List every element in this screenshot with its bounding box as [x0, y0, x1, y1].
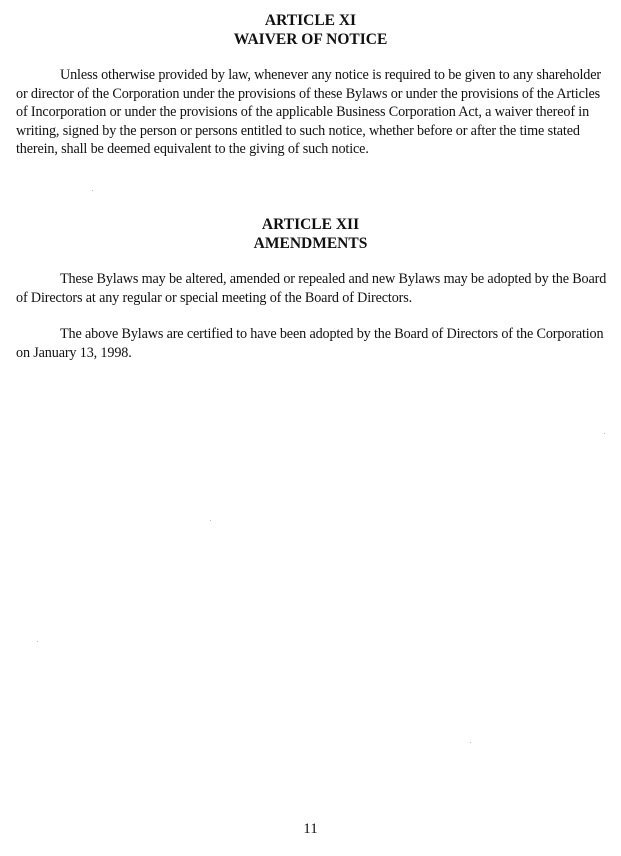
scan-speck: [210, 520, 211, 521]
article-xi-heading: [0, 11, 621, 49]
scan-speck: [92, 190, 93, 191]
article-xii-heading: [0, 215, 621, 253]
article-xi-title: WAIVER OF NOTICE: [233, 31, 388, 48]
scan-speck: [604, 433, 605, 434]
article-xi-number: ARTICLE XI: [264, 12, 357, 29]
article-xii-title: AMENDMENTS: [253, 235, 368, 252]
page-number: 11: [303, 821, 318, 837]
scan-speck: [470, 742, 471, 743]
article-xi-paragraph: Unless otherwise provided by law, whenever any notice is required to be given to any shareholder or director of the Corporation under the provisions of these Bylaws or under the provisions of the Articles of Incorporation or under the provisions of the applicable Business Corporation Act, a waiver thereof in writing, signed by the person or persons entitled to such notice, whether before or after the time stated therein, shall be deemed equivalent to the giving of such notice.: [16, 67, 601, 158]
article-xii-paragraph: These Bylaws may be altered, amended or repealed and new Bylaws may be adopted by the Board of Directors at any regular or special meeting of the Board of Directors.: [16, 271, 607, 306]
article-xii-number: ARTICLE XII: [261, 216, 360, 233]
certification-paragraph: The above Bylaws are certified to have been adopted by the Board of Directors of the Corporation on January 13, 1998.: [16, 326, 604, 361]
scan-speck: [37, 641, 38, 642]
